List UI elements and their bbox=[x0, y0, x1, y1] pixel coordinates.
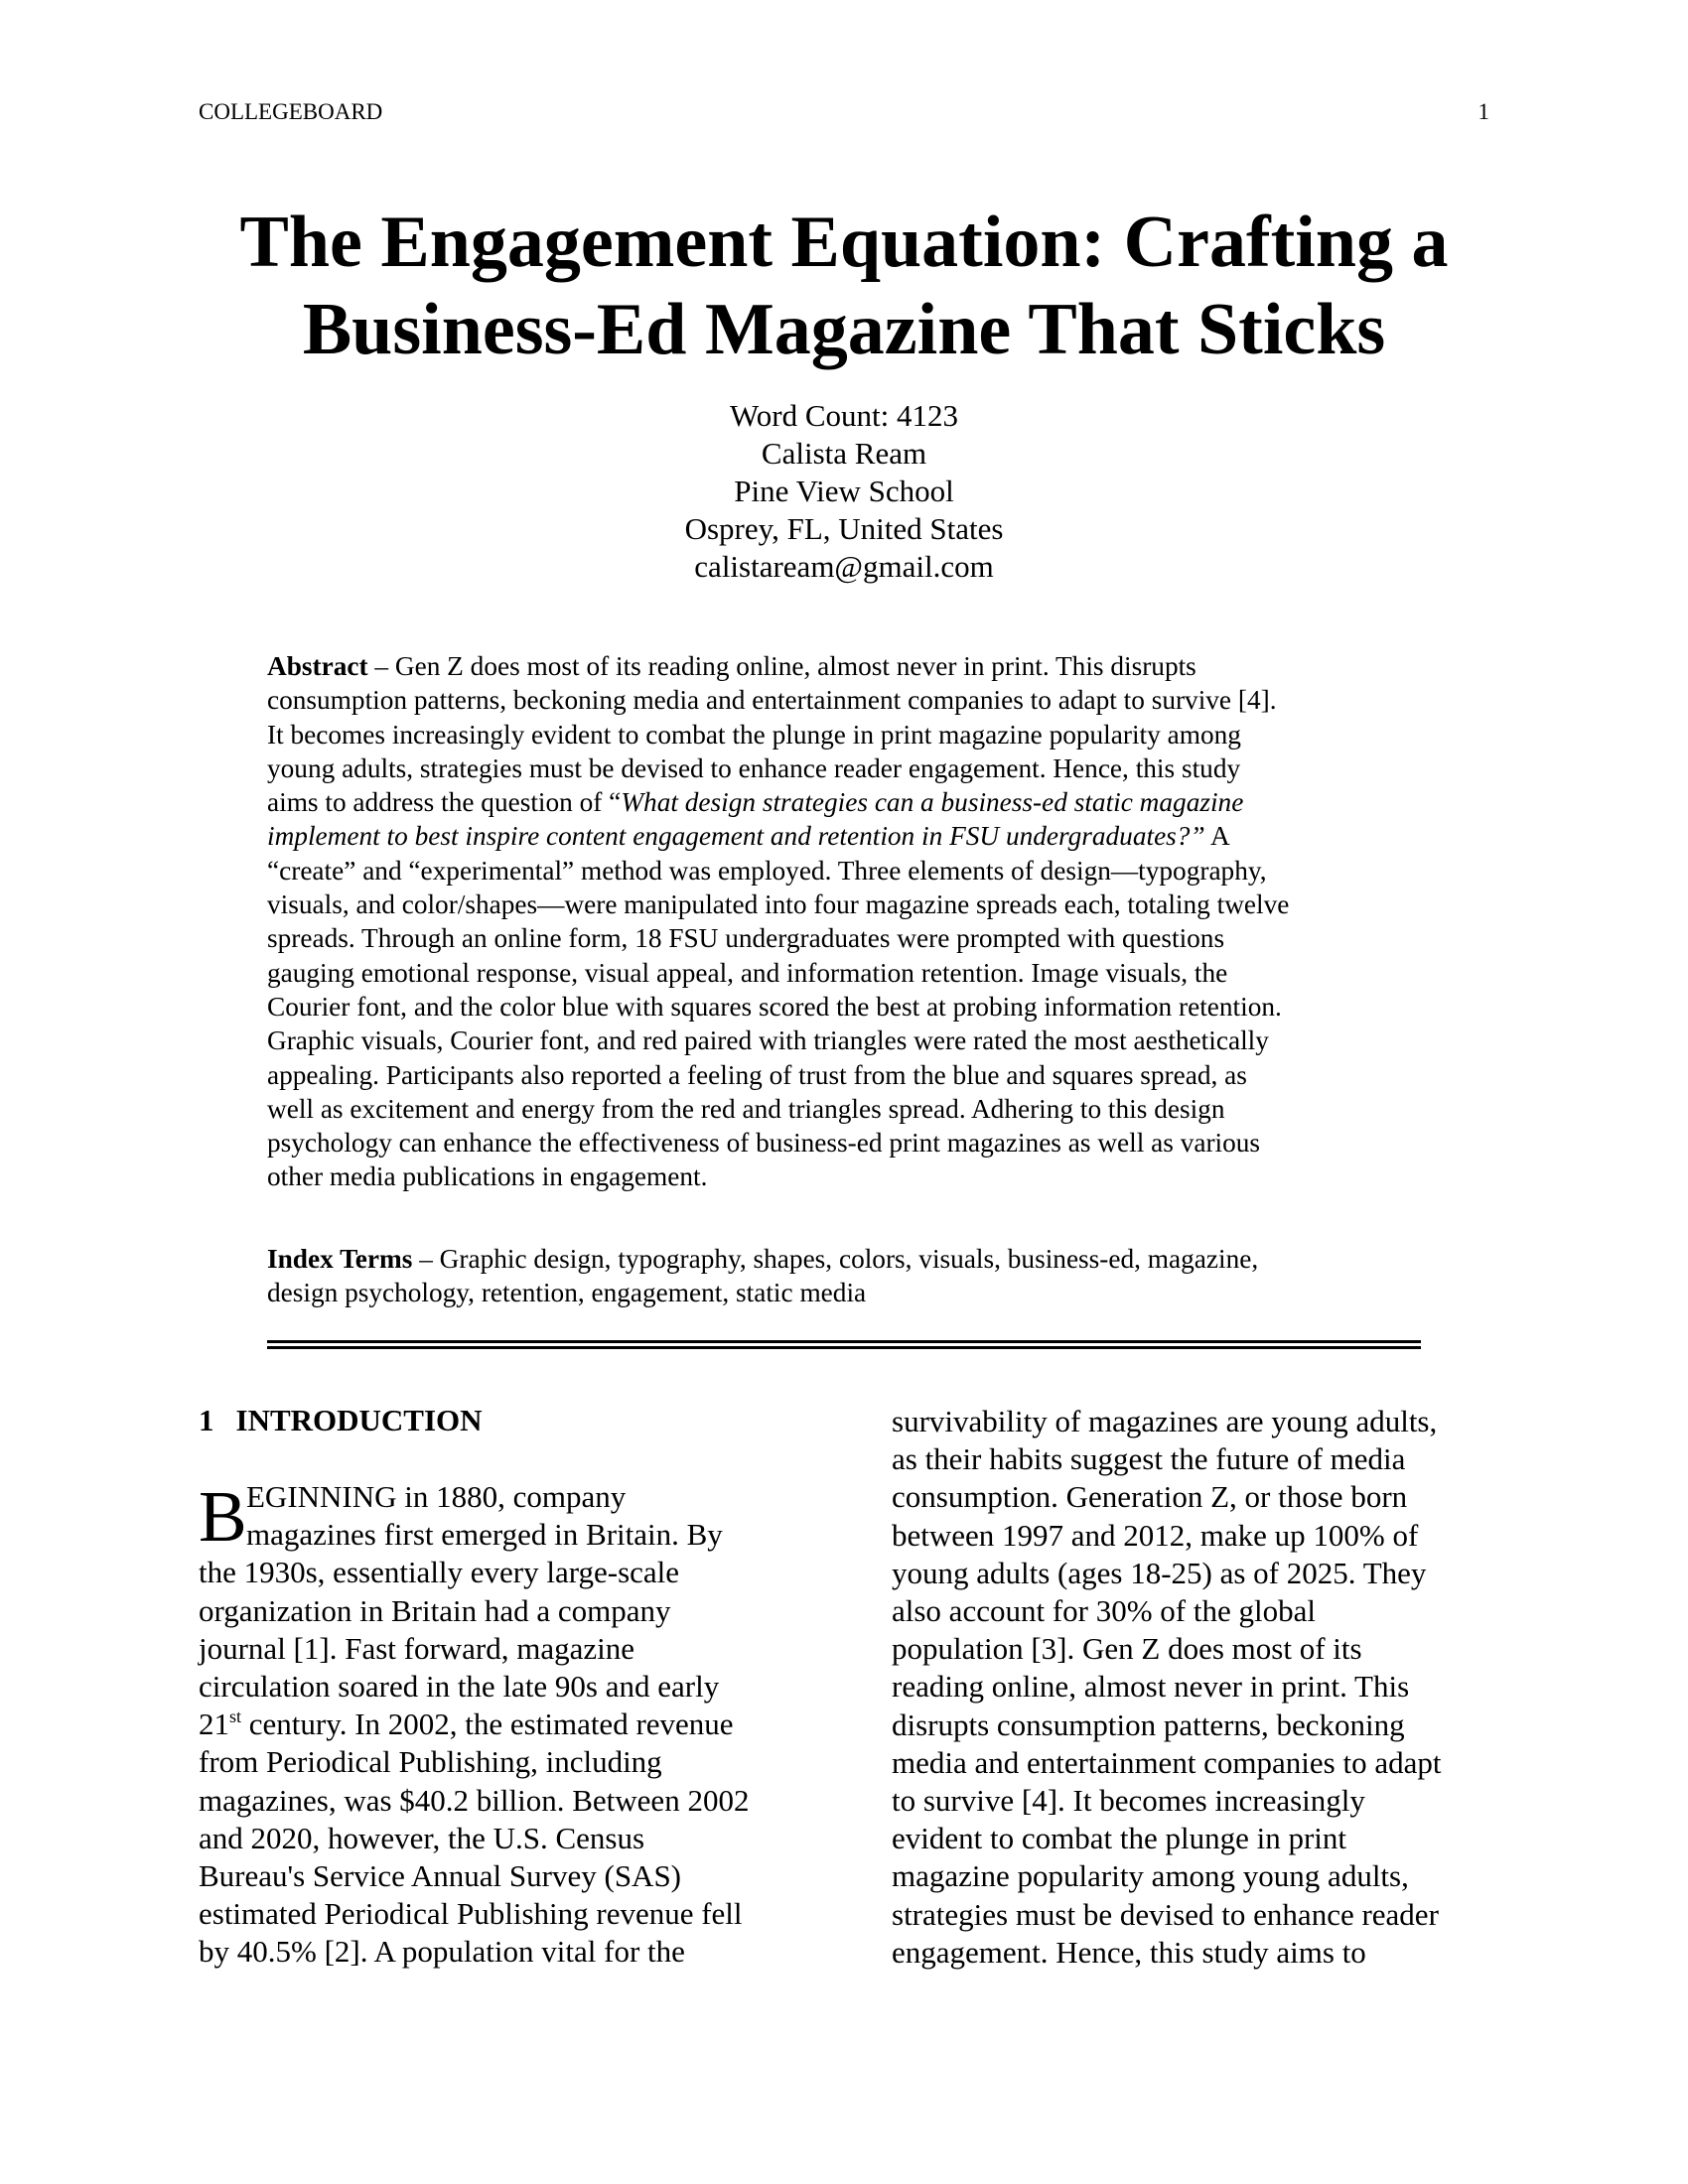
ordinal-suffix: st bbox=[229, 1706, 242, 1727]
body-line: survivability of magazines are young adults, bbox=[892, 1404, 1438, 1438]
word-count: Word Count: 4123 bbox=[729, 398, 958, 433]
research-question: implement to best inspire content engagement and retention in FSU undergraduates?” bbox=[267, 821, 1205, 852]
abstract-label: Abstract bbox=[267, 651, 368, 681]
abstract-line: aims to address the question of “What design strategies can a business-ed static magazine bbox=[267, 787, 1244, 818]
abstract-line: consumption patterns, beckoning media and entertainment companies to adapt to survive [4]. bbox=[267, 685, 1277, 716]
body-line: magazine popularity among young adults, bbox=[892, 1858, 1409, 1894]
body-line: strategies must be devised to enhance reader bbox=[892, 1896, 1439, 1932]
body-line: consumption. Generation Z, or those born bbox=[892, 1479, 1408, 1515]
abstract-line: other media publications in engagement. bbox=[267, 1161, 708, 1192]
running-head: COLLEGEBOARD bbox=[199, 99, 383, 124]
school-name: Pine View School bbox=[734, 474, 954, 508]
index-terms-label: Index Terms bbox=[267, 1244, 413, 1274]
abstract-line: “create” and “experimental” method was employed. Three elements of design—typography, bbox=[267, 855, 1267, 886]
author-email: calistaream@gmail.com bbox=[694, 549, 994, 584]
paper-title bbox=[149, 199, 1539, 373]
body-line: magazines, was $40.2 billion. Between 2002 bbox=[199, 1782, 750, 1818]
body-line: media and entertainment companies to adapt bbox=[892, 1744, 1442, 1780]
title-line-2: Business-Ed Magazine That Sticks bbox=[302, 289, 1386, 370]
drop-cap: B bbox=[199, 1476, 247, 1557]
abstract-line: Abstract – Gen Z does most of its reading online, almost never in print. This disrupts bbox=[267, 651, 1196, 681]
title-line-1: The Engagement Equation: Crafting a bbox=[239, 202, 1449, 283]
abstract-line: psychology can enhance the effectiveness of business-ed print magazines as well as various bbox=[267, 1128, 1261, 1159]
intro-column-left bbox=[199, 1478, 814, 1972]
index-terms-line: design psychology, retention, engagement, static media bbox=[267, 1278, 867, 1308]
body-line: also account for 30% of the global bbox=[892, 1593, 1316, 1629]
section-title: INTRODUCTION bbox=[235, 1403, 483, 1437]
abstract-line: implement to best inspire content engagement and retention in FSU undergraduates?” A bbox=[267, 821, 1230, 852]
body-line: Bureau's Service Annual Survey (SAS) bbox=[199, 1858, 682, 1894]
body-line: disrupts consumption patterns, beckoning bbox=[892, 1706, 1405, 1742]
author-location: Osprey, FL, United States bbox=[684, 511, 1004, 546]
body-line: to survive [4]. It becomes increasingly bbox=[892, 1783, 1365, 1819]
body-line: journal [1]. Fast forward, magazine bbox=[199, 1630, 635, 1666]
section-heading bbox=[199, 1402, 483, 1439]
abstract-line: visuals, and color/shapes—were manipulated into four magazine spreads each, totaling twelve bbox=[267, 889, 1290, 920]
page-number: 1 bbox=[1477, 99, 1489, 124]
body-line: between 1997 and 2012, make up 100% of bbox=[892, 1517, 1419, 1553]
abstract-line: appealing. Participants also reported a feeling of trust from the blue and squares spread, as bbox=[267, 1059, 1247, 1090]
abstract-line: It becomes increasingly evident to combat the plunge in print magazine popularity among bbox=[267, 719, 1241, 750]
body-line: estimated Periodical Publishing revenue fell bbox=[199, 1896, 743, 1932]
body-line: and 2020, however, the U.S. Census bbox=[199, 1820, 645, 1855]
abstract-line: Graphic visuals, Courier font, and red paired with triangles were rated the most aesthetically bbox=[267, 1025, 1269, 1056]
body-line: reading online, almost never in print. This bbox=[892, 1669, 1410, 1705]
index-terms bbox=[267, 1242, 1421, 1310]
abstract-line: gauging emotional response, visual appeal, and information retention. Image visuals, the bbox=[267, 957, 1228, 988]
abstract bbox=[267, 649, 1421, 1194]
body-line: evident to combat the plunge in print bbox=[892, 1821, 1347, 1856]
abstract-line: young adults, strategies must be devised to enhance reader engagement. Hence, this study bbox=[267, 752, 1241, 783]
body-line: from Periodical Publishing, including bbox=[199, 1744, 662, 1780]
research-question: What design strategies can a business-ed static magazine bbox=[621, 787, 1244, 818]
body-line: EGINNING in 1880, company bbox=[246, 1479, 627, 1514]
body-line: population [3]. Gen Z does most of its bbox=[892, 1631, 1362, 1667]
body-line: magazines first emerged in Britain. By bbox=[246, 1517, 723, 1553]
body-line: organization in Britain had a company bbox=[199, 1592, 671, 1628]
body-line: by 40.5% [2]. A population vital for the bbox=[199, 1934, 685, 1970]
abstract-line: spreads. Through an online form, 18 FSU undergraduates were prompted with questions bbox=[267, 923, 1225, 954]
double-divider bbox=[267, 1340, 1421, 1349]
abstract-line: Courier font, and the color blue with squares scored the best at probing information retention. bbox=[267, 991, 1282, 1022]
body-line: the 1930s, essentially every large-scale bbox=[199, 1555, 680, 1590]
author-name: Calista Ream bbox=[761, 436, 927, 471]
index-terms-line: Index Terms – Graphic design, typography, shapes, colors, visuals, business-ed, magazine, bbox=[267, 1244, 1259, 1274]
body-line: 21st century. In 2002, the estimated revenue bbox=[199, 1706, 734, 1742]
author-block bbox=[348, 397, 1340, 586]
body-line: circulation soared in the late 90s and early bbox=[199, 1669, 720, 1705]
body-line: as their habits suggest the future of media bbox=[892, 1441, 1406, 1477]
section-number: 1 bbox=[199, 1403, 214, 1437]
body-line: engagement. Hence, this study aims to bbox=[892, 1934, 1366, 1970]
body-line: young adults (ages 18-25) as of 2025. They bbox=[892, 1555, 1427, 1590]
abstract-line: well as excitement and energy from the red and triangles spread. Adhering to this design bbox=[267, 1093, 1225, 1124]
intro-column-right bbox=[892, 1403, 1497, 1972]
